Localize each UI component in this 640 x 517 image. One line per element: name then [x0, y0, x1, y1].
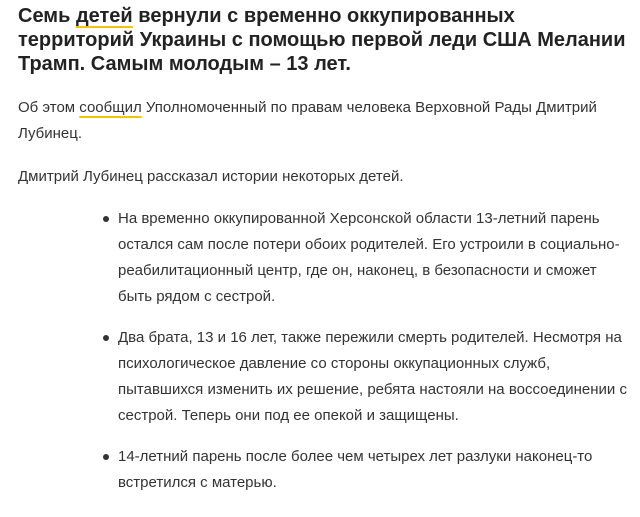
- list-item-text: 14-летний парень после более чем четырех лет разлуки наконец-то встретился с матерью.: [118, 448, 593, 491]
- intro-text-before: Об этом: [18, 99, 80, 116]
- list-item-text: Два брата, 13 и 16 лет, также пережили смерть родителей. Несмотря на психологическое давление со стороны оккупационных служб, пытавшихся изменить их решение, ребята настояли на воссоединении с сестрой. Теперь они под ее опекой и защищены.: [118, 329, 627, 424]
- bullet-icon: [103, 454, 109, 460]
- intro-paragraph: [18, 95, 624, 147]
- story-list: [18, 206, 626, 496]
- lead-paragraph: Дмитрий Лубинец рассказал истории некоторых детей.: [18, 168, 404, 185]
- list-item: [18, 444, 628, 496]
- bullet-icon: [103, 216, 109, 222]
- list-item-text: На временно оккупированной Херсонской области 13-летний парень остался сам после потери обоих родителей. Его устроили в социально-реабилитационный центр, где он, наконец, в безопасности и сможет быть рядом с сестрой.: [118, 210, 620, 305]
- intro-text-after: Уполномоченный по правам человека Верховной Рады Дмитрий Лубинец.: [18, 99, 597, 142]
- list-item: [18, 206, 628, 310]
- list-item: [18, 325, 628, 429]
- article-headline: [18, 4, 628, 76]
- headline-text-after: вернули с временно оккупированных территорий Украины с помощью первой леди США Мелании Трамп. Самым молодым – 13 лет.: [18, 5, 626, 75]
- source-link[interactable]: сообщил: [79, 99, 142, 116]
- bullet-icon: [103, 335, 109, 341]
- headline-text-before: Семь: [18, 5, 76, 27]
- headline-highlighted-word: детей: [75, 5, 133, 27]
